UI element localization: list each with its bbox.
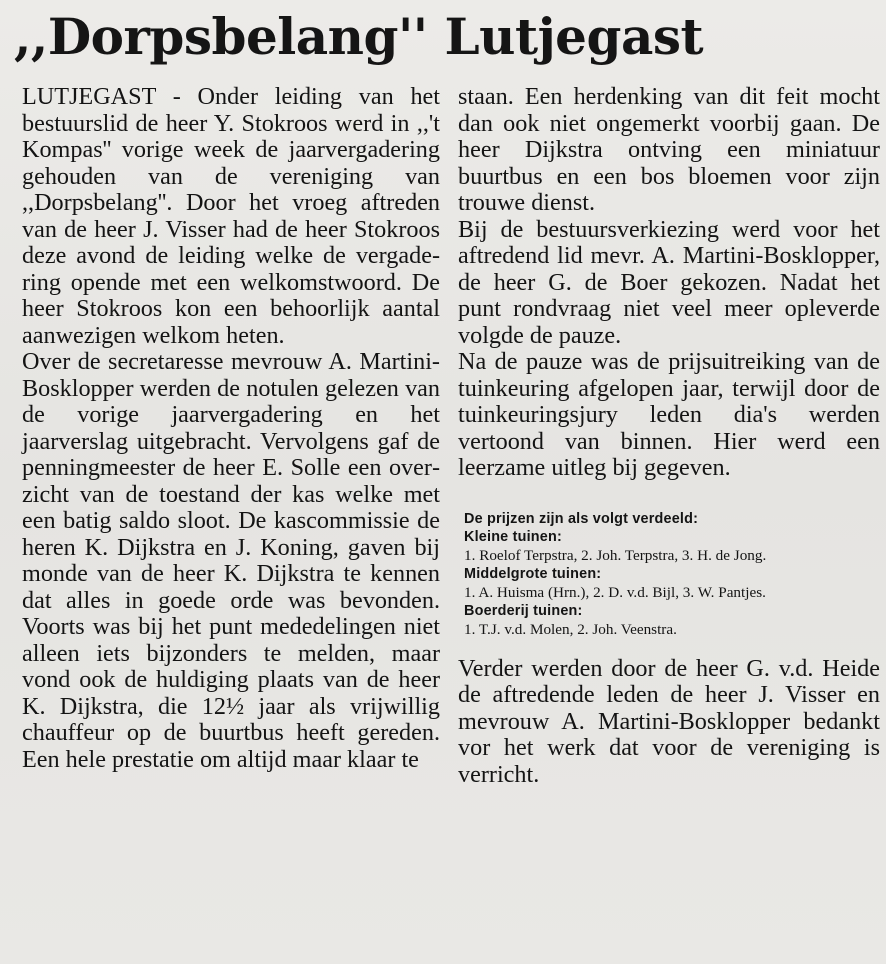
prize-category-label: Middelgrote tuinen: [464, 566, 602, 583]
article-column-right [458, 84, 880, 788]
prize-category-label: Kleine tuinen: [464, 529, 562, 546]
prize-winners: 1. Roelof Terpstra, 2. Joh. Terpstra, 3. H. de Jong. [464, 546, 767, 564]
article-paragraph: Over de secretaresse mevrouw A. Martini-Bosklopper werden de notulen gelezen van de vorige jaarvergadering en het jaarverslag uitgebracht. Vervolgens gaf de penningmeester de heer E. Solle een overzicht van de toestand der kas welke met een batig saldo sloot. De kascommissie de heren K. Dijkstra en J. Koning, gaven bij monde van de heer K. Dijkstra te kennen dat alles in goede orde was bevonden. Voorts was bij het punt mededelingen niet alleen iets bijzonders te melden, maar vond ook de huldiging plaats van de heer K. Dijkstra, die 12½ jaar als vrijwillig chauffeur op de buurtbus heeft gereden. Een hele prestatie om altijd maar klaar te [22, 348, 440, 773]
article-column-left [22, 84, 440, 773]
article-paragraph: Na de pauze was de prijsuitreiking van de tuinkeuring afgelopen jaar, terwijl door de tuinkeuringsjury leden dia's werden vertoond van binnen. Hier werd een leerzame uitleg bij gegeven. [458, 348, 880, 481]
prize-winners: 1. T.J. v.d. Molen, 2. Joh. Veenstra. [464, 621, 677, 639]
article-headline: ,,Dorpsbelang'' Lutjegast [14, 7, 704, 66]
article-paragraph: staan. Een herdenking van dit feit mocht dan ook niet ongemerkt voorbij gaan. De heer Dijkstra ontving een miniatuur buurtbus en een bos bloemen voor zijn trouwe dienst. [458, 83, 880, 216]
article-paragraph: Verder werden door de heer G. v.d. Heide de aftredende leden de heer J. Visser en mevrouw A. Martini-Bosklopper bedankt vor het werk dat voor de vereniging is verricht. [458, 654, 880, 788]
prize-category-label: Boerderij tuinen: [464, 603, 583, 620]
prize-winners: 1. A. Huisma (Hrn.), 2. D. v.d. Bijl, 3. W. Pantjes. [464, 583, 766, 601]
prize-list-heading: De prijzen zijn als volgt verdeeld: [464, 510, 699, 527]
prize-list [458, 510, 880, 640]
article-paragraph: LUTJEGAST - Onder leiding van het bestuurslid de heer Y. Stokroos werd in ,,'t Kompas'' vorige week de jaarvergadering gehouden van de vereniging van ,,Dorpsbelang''. Door het vroeg aftreden van de heer J. Visser had de heer Stokroos deze avond de leiding welke de vergadering opende met een welkomstwoord. De heer Stokroos kon een behoorlijk aantal aanwezigen welkom heten. [22, 83, 440, 349]
article-paragraph: Bij de bestuursverkiezing werd voor het aftredend lid mevr. A. Martini-Bosklopper, de heer G. de Boer gekozen. Nadat het punt rondvraag niet veel meer opleverde volgde de pauze. [458, 215, 880, 349]
